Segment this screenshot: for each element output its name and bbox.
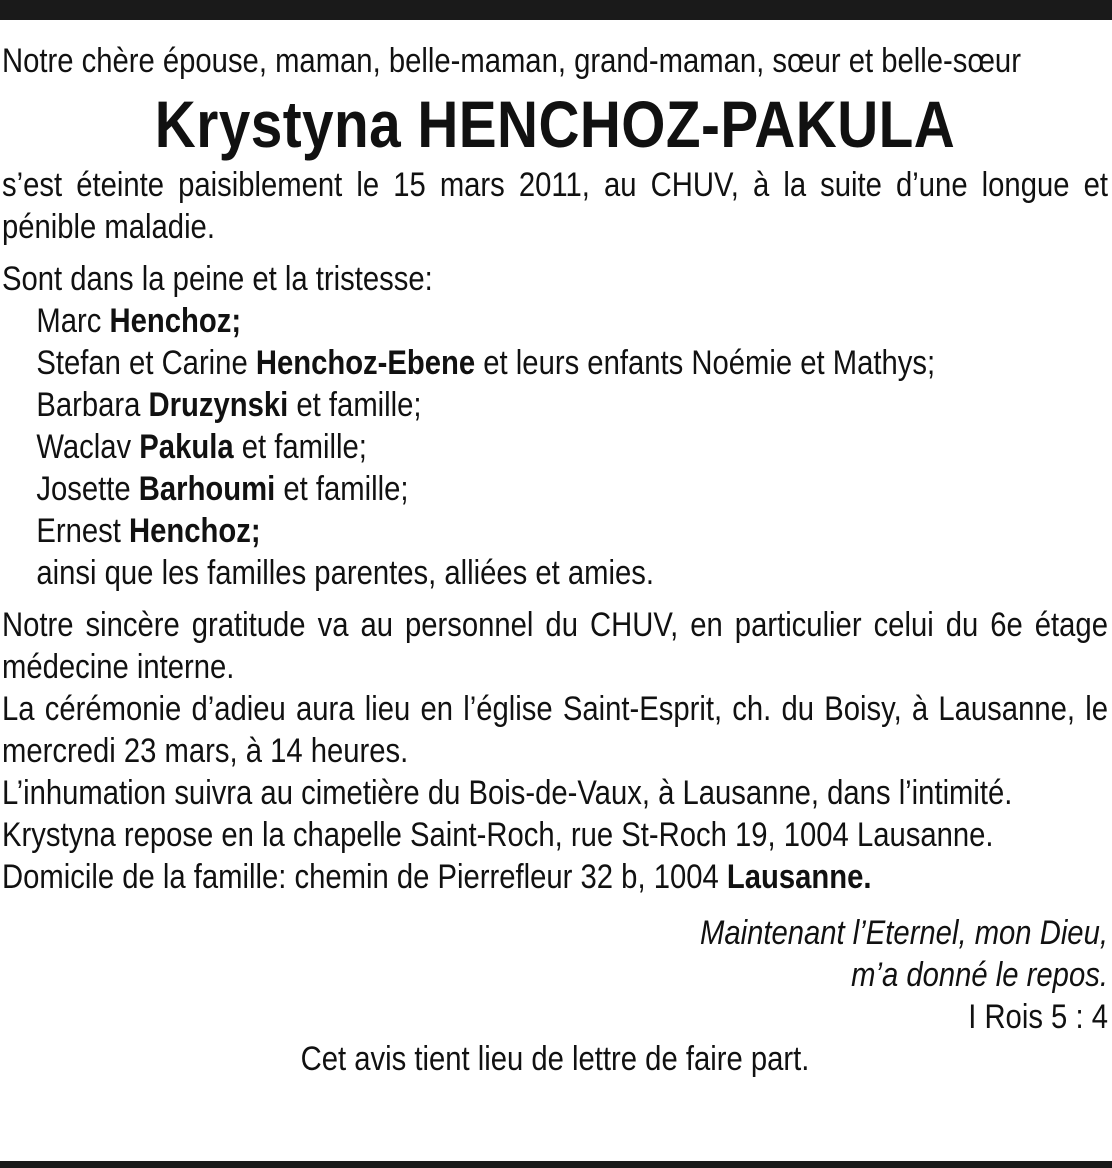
mourner-item — [2, 300, 1108, 342]
mourner-last: Henchoz; — [109, 302, 242, 340]
mourners-closing: ainsi que les familles parentes, alliées et amies. — [36, 554, 655, 592]
ceremony-text: La cérémonie d’adieu aura lieu en l’église Saint-Esprit, ch. du Boisy, à Lausanne, le mercredi 23 mars, à 14 heures. — [2, 690, 1108, 770]
mourner-item — [2, 510, 1108, 552]
mourners-list — [2, 300, 1108, 594]
mourner-rest: et famille; — [275, 470, 409, 508]
mourner-first: Marc — [36, 302, 110, 340]
mourner-last: Barhoumi — [138, 470, 276, 508]
top-rule — [0, 0, 1112, 20]
obituary-notice — [2, 40, 1108, 1080]
death-notice-text: s’est éteinte paisiblement le 15 mars 2011, au CHUV, à la suite d’une longue et pénible maladie. — [2, 166, 1108, 246]
mourner-last: Henchoz; — [129, 512, 261, 550]
mourners-heading: Sont dans la peine et la tristesse: — [2, 260, 433, 298]
mourner-first: Stefan et Carine — [36, 344, 256, 382]
verse-line-2: m’a donné le repos. — [851, 956, 1108, 994]
mourner-last: Druzynski — [148, 386, 289, 424]
mourner-first: Barbara — [36, 386, 149, 424]
mourner-first: Waclav — [36, 428, 140, 466]
closing-text: Cet avis tient lieu de lettre de faire part. — [300, 1040, 810, 1078]
mourner-last: Pakula — [139, 428, 234, 466]
mourner-item — [2, 468, 1108, 510]
burial-text: L’inhumation suivra au cimetière du Bois-de-Vaux, à Lausanne, dans l’intimité. — [2, 774, 1013, 812]
verse-block — [2, 912, 1108, 1038]
deceased-name: Krystyna HENCHOZ-PAKULA — [154, 87, 956, 161]
mourner-first: Ernest — [36, 512, 130, 550]
bottom-rule — [0, 1161, 1112, 1168]
repose-text: Krystyna repose en la chapelle Saint-Roch, rue St-Roch 19, 1004 Lausanne. — [2, 816, 994, 854]
mourner-last: Henchoz-Ebene — [255, 344, 476, 382]
domicile-text — [2, 856, 1108, 898]
mourner-rest: et famille; — [233, 428, 367, 466]
mourner-rest: et leurs enfants Noémie et Mathys; — [475, 344, 936, 382]
mourner-first: Josette — [36, 470, 139, 508]
gratitude-text: Notre sincère gratitude va au personnel du CHUV, en particulier celui du 6e étage médecine interne. — [2, 606, 1108, 686]
domicile-city: Lausanne. — [726, 858, 872, 896]
mourner-item — [2, 426, 1108, 468]
mourner-item — [2, 384, 1108, 426]
domicile-address: Domicile de la famille: chemin de Pierrefleur 32 b, 1004 — [2, 858, 727, 896]
intro-text: Notre chère épouse, maman, belle-maman, grand-maman, sœur et belle-sœur — [2, 42, 1021, 80]
mourner-item — [2, 342, 1108, 384]
verse-reference: I Rois 5 : 4 — [968, 998, 1108, 1036]
mourner-rest: et famille; — [288, 386, 422, 424]
verse-line-1: Maintenant l’Eternel, mon Dieu, — [700, 914, 1108, 952]
